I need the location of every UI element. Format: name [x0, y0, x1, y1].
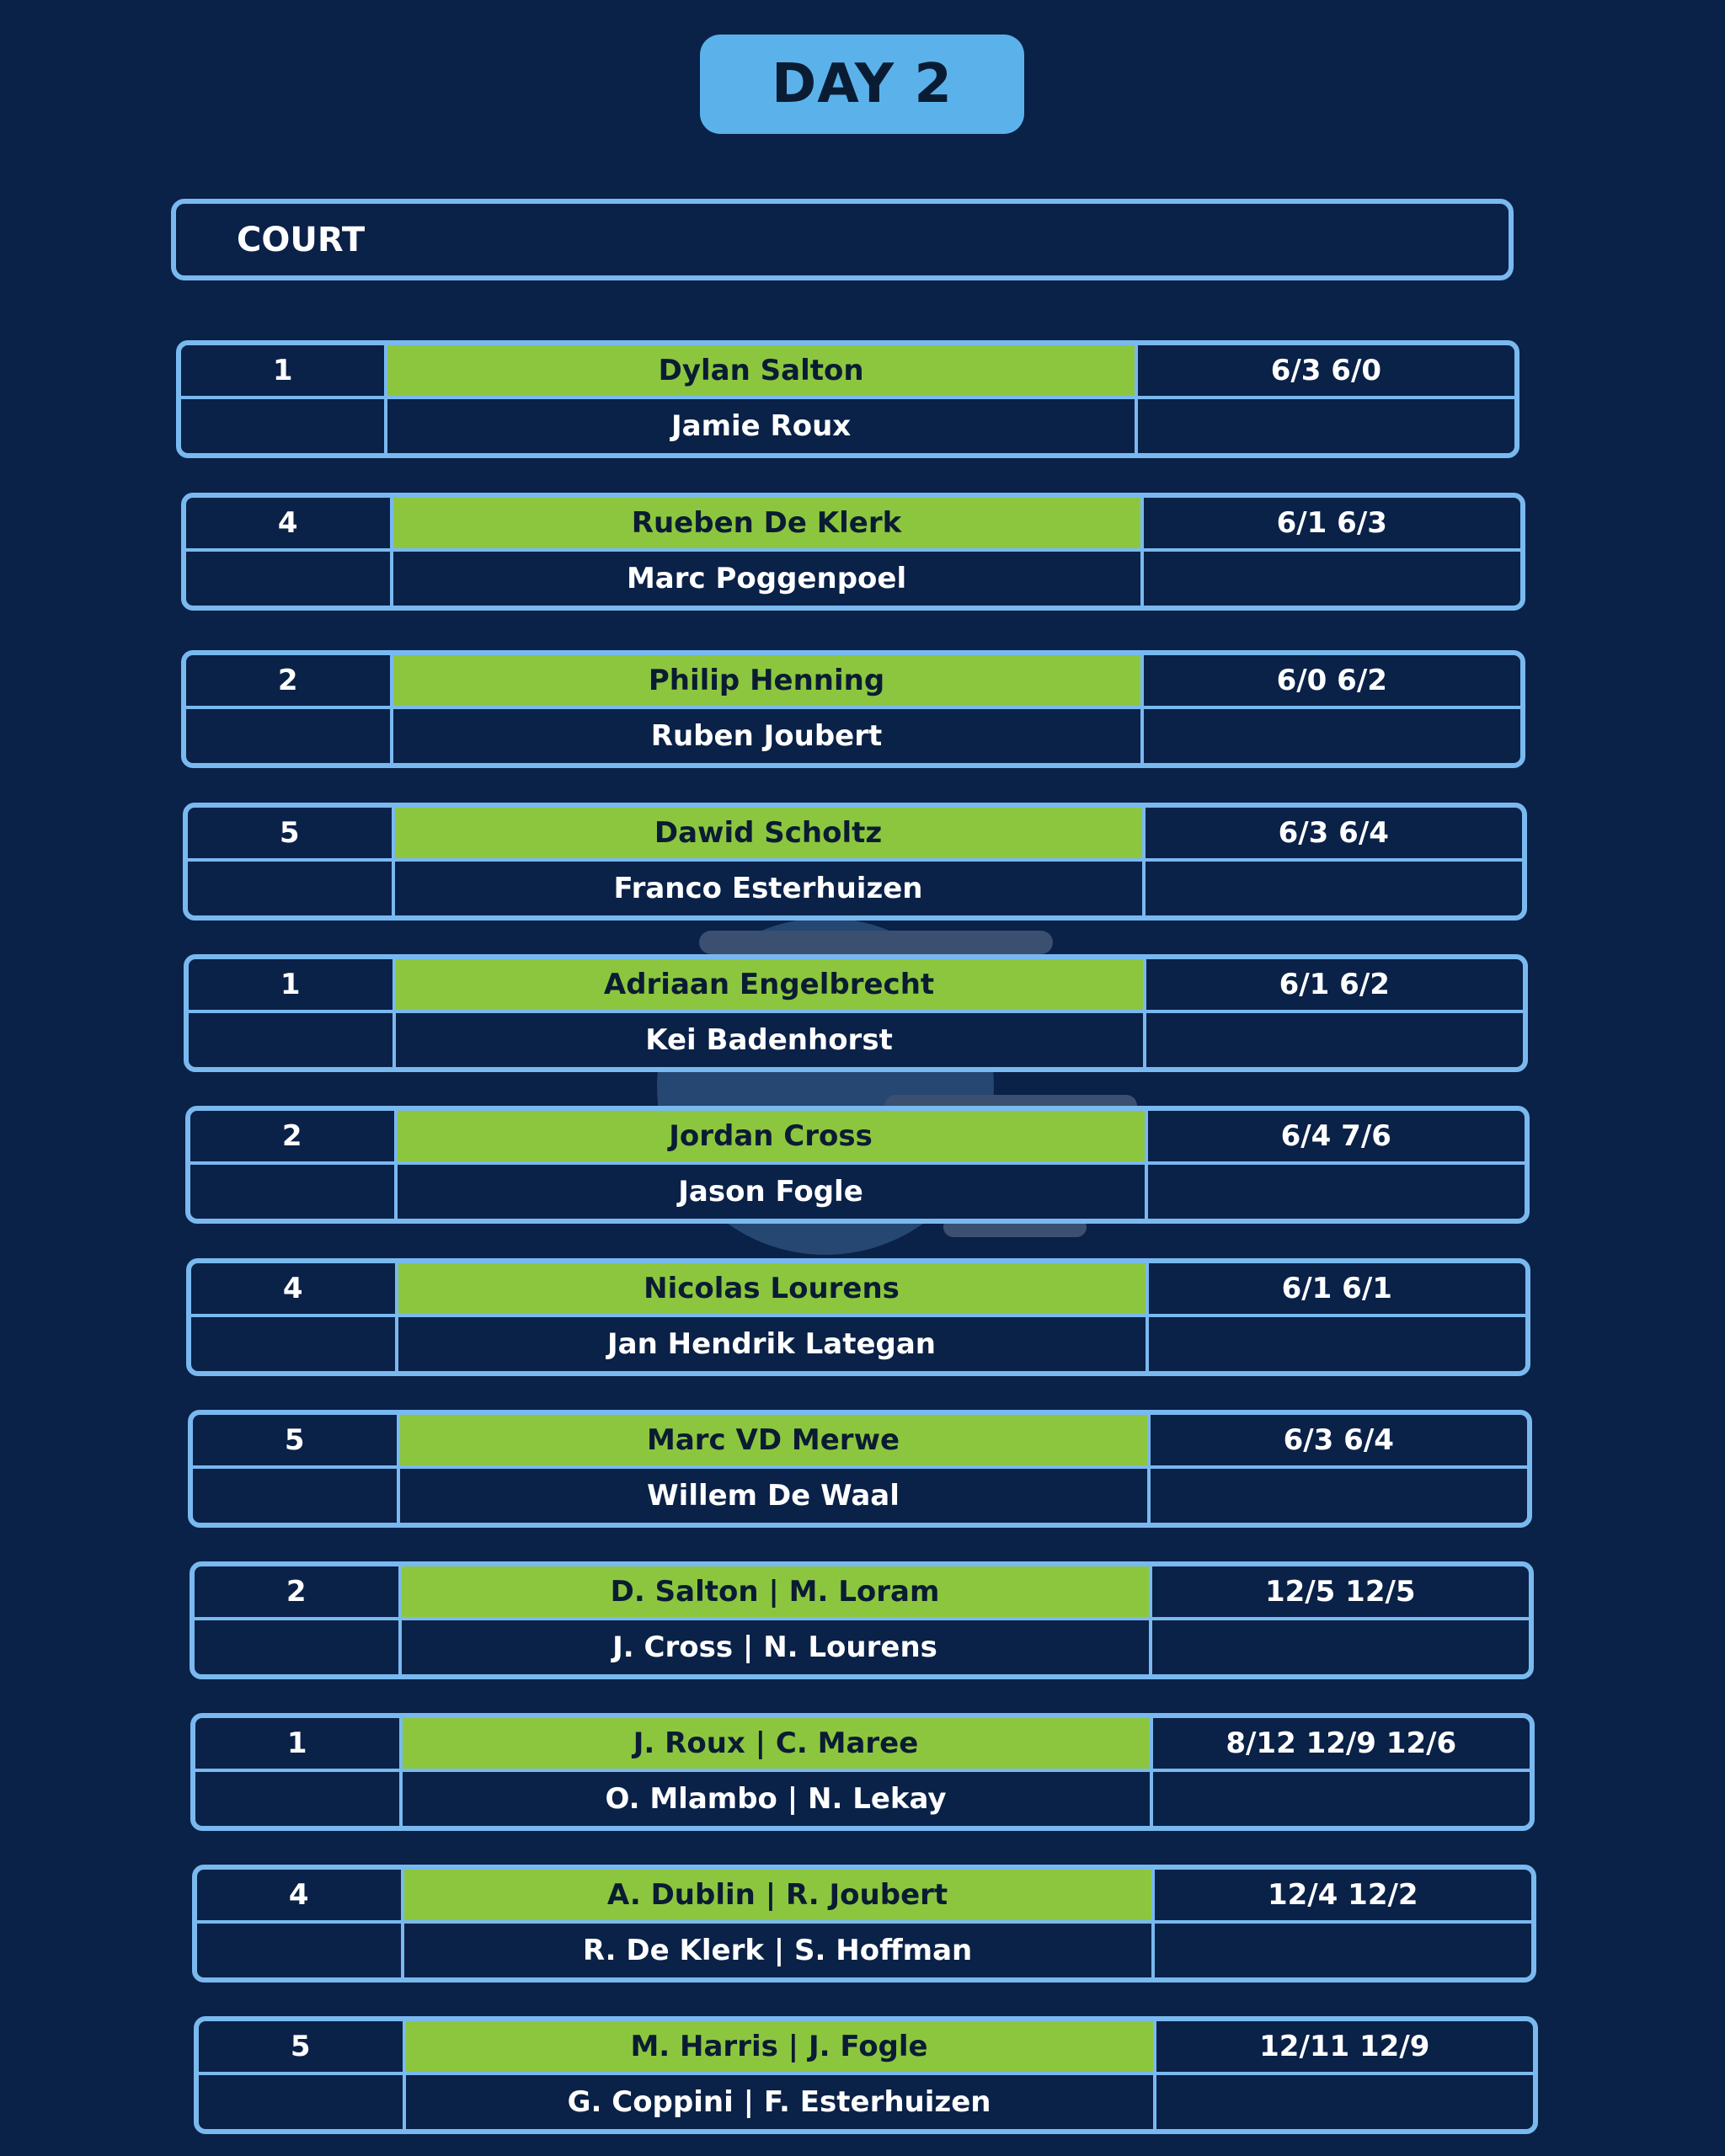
match-score: 8/12 12/9 12/6	[1150, 1718, 1530, 1772]
match-loser: Willem De Waal	[647, 1479, 900, 1513]
match-score-empty	[1151, 1924, 1531, 1977]
match-court: 5	[193, 1415, 400, 1469]
match-court-empty	[191, 1317, 398, 1371]
match-winner: Dawid Scholtz	[395, 808, 1142, 862]
match-score: 12/5 12/5	[1149, 1566, 1529, 1620]
match-score-empty	[1143, 1013, 1523, 1067]
match-winner: D. Salton | M. Loram	[402, 1566, 1149, 1620]
match-score-empty	[1142, 862, 1522, 915]
match-court: 5	[188, 808, 395, 862]
match-court-empty	[189, 1013, 396, 1067]
match-court-empty	[195, 1620, 402, 1674]
match-score-empty	[1140, 709, 1520, 763]
match-score-empty	[1149, 1620, 1529, 1674]
match-score: 6/3 6/4	[1147, 1415, 1527, 1469]
match-court-empty	[197, 1924, 404, 1977]
match-loser: J. Cross | N. Lourens	[612, 1630, 937, 1664]
match-court: 4	[191, 1263, 398, 1317]
match-court-empty	[181, 399, 387, 453]
match-winner: M. Harris | J. Fogle	[406, 2021, 1153, 2075]
match-8	[188, 1410, 1532, 1528]
match-court: 4	[197, 1870, 404, 1924]
match-court-empty	[190, 1165, 398, 1219]
match-score: 6/3 6/4	[1142, 808, 1522, 862]
match-loser: Kei Badenhorst	[645, 1023, 893, 1057]
match-loser: O. Mlambo | N. Lekay	[605, 1782, 947, 1816]
match-score: 6/1 6/2	[1143, 959, 1523, 1013]
match-court: 1	[181, 345, 387, 399]
match-score: 6/1 6/1	[1146, 1263, 1525, 1317]
match-1	[176, 340, 1519, 458]
match-court-empty	[186, 552, 393, 606]
match-court: 4	[186, 498, 393, 552]
match-score-empty	[1146, 1317, 1525, 1371]
match-winner: J. Roux | C. Maree	[403, 1718, 1150, 1772]
match-winner: Jordan Cross	[398, 1111, 1145, 1165]
match-12	[194, 2016, 1538, 2134]
match-court-empty	[195, 1772, 403, 1826]
match-2	[181, 493, 1525, 611]
match-score-empty	[1150, 1772, 1530, 1826]
match-winner: Marc VD Merwe	[400, 1415, 1147, 1469]
match-court-empty	[199, 2075, 406, 2129]
match-loser: Jason Fogle	[678, 1175, 863, 1209]
day-title-badge	[700, 35, 1024, 134]
match-loser: Jamie Roux	[670, 409, 852, 443]
match-score: 6/3 6/0	[1135, 345, 1514, 399]
match-5	[184, 954, 1528, 1072]
match-court: 5	[199, 2021, 406, 2075]
match-loser: G. Coppini | F. Esterhuizen	[567, 2085, 991, 2119]
match-court: 1	[189, 959, 396, 1013]
match-winner: Philip Henning	[393, 655, 1140, 709]
match-10	[190, 1713, 1535, 1831]
match-court-empty	[193, 1469, 400, 1523]
match-score-empty	[1153, 2075, 1533, 2129]
court-header	[171, 199, 1514, 280]
match-3	[181, 650, 1525, 768]
match-loser: Marc Poggenpoel	[626, 562, 907, 595]
match-9	[190, 1561, 1534, 1679]
match-loser: Jan Hendrik Lategan	[607, 1327, 937, 1361]
match-court: 2	[190, 1111, 398, 1165]
match-score-empty	[1140, 552, 1520, 606]
match-court: 2	[195, 1566, 402, 1620]
match-court: 2	[186, 655, 393, 709]
court-header-label: COURT	[237, 220, 366, 259]
match-winner: Dylan Salton	[387, 345, 1134, 399]
day-title: DAY 2	[772, 53, 953, 115]
match-score: 6/4 7/6	[1145, 1111, 1525, 1165]
match-score-empty	[1135, 399, 1514, 453]
match-4	[183, 803, 1527, 921]
match-winner: Rueben De Klerk	[393, 498, 1140, 552]
match-score: 12/11 12/9	[1153, 2021, 1533, 2075]
match-loser: Ruben Joubert	[650, 719, 883, 753]
match-court: 1	[195, 1718, 403, 1772]
match-loser: R. De Klerk | S. Hoffman	[582, 1934, 973, 1967]
match-6	[185, 1106, 1530, 1224]
match-loser: Franco Esterhuizen	[613, 872, 923, 905]
match-winner: Adriaan Engelbrecht	[396, 959, 1143, 1013]
match-court-empty	[188, 862, 395, 915]
match-7	[186, 1258, 1530, 1376]
match-score: 6/1 6/3	[1140, 498, 1520, 552]
match-11	[192, 1865, 1536, 1983]
match-winner: Nicolas Lourens	[398, 1263, 1146, 1317]
match-score: 12/4 12/2	[1151, 1870, 1531, 1924]
match-court-empty	[186, 709, 393, 763]
match-score-empty	[1145, 1165, 1525, 1219]
match-score: 6/0 6/2	[1140, 655, 1520, 709]
match-score-empty	[1147, 1469, 1527, 1523]
match-winner: A. Dublin | R. Joubert	[404, 1870, 1151, 1924]
